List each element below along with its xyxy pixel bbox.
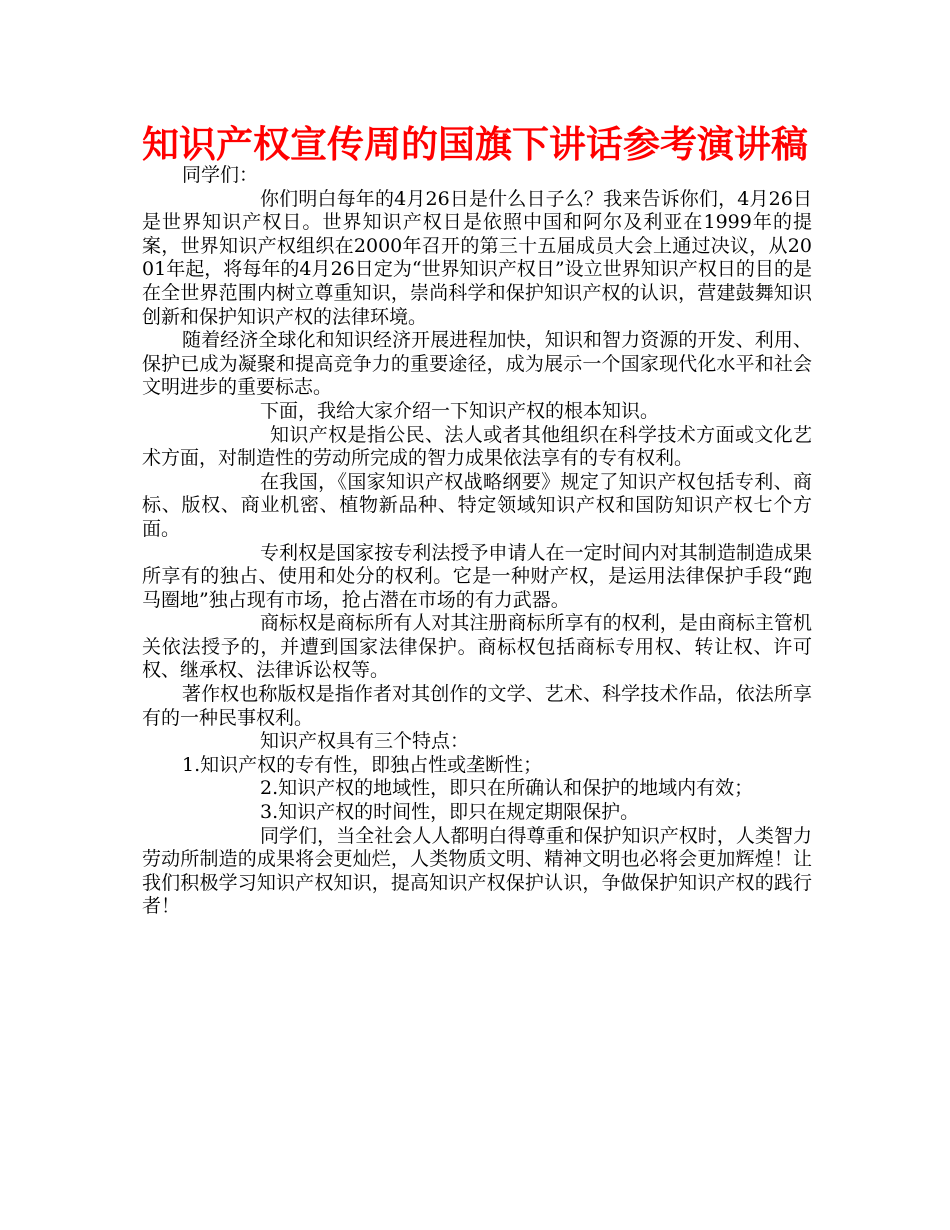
paragraph-feature-3: 3.知识产权的时间性，即只在规定期限保护。 <box>260 801 640 824</box>
paragraph-ip-day: 你们明白每年的4月26日是什么日子么？我来告诉你们，4月26日是世界知识产权日。世界知识产权日是依照中国和阿尔及利亚在1999年的提案，世界知识产权组织在2000年召开的第三十五届成员大会上通过决议，从2001年起，将每年的4月26日定为“世界知识产权日”设立世界知识产权日的目的是在全世界范围内树立尊重知识，崇尚科学和保护知识产权的认识，营建鼓舞知识创新和保护知识产权的法律环境。 <box>142 187 812 328</box>
paragraph-feature-2: 2.知识产权的地域性，即只在所确认和保护的地域内有效； <box>260 777 754 800</box>
paragraph-ip-definition: 知识产权是指公民、法人或者其他组织在科学技术方面或文化艺术方面，对制造性的劳动所完成的智力成果依法享有的专有权利。 <box>142 423 812 470</box>
document-body <box>142 164 812 919</box>
paragraph-greeting: 同学们： <box>182 164 259 186</box>
paragraph-patent-right: 专利权是国家按专利法授予申请人在一定时间内对其制造制造成果所享有的独占、使用和处分的权利。它是一种财产权，是运用法律保护手段“跑马圈地”独占现有市场，抢占潜在市场的有力武器。 <box>142 541 812 611</box>
paragraph-ip-categories: 在我国，《国家知识产权战略纲要》规定了知识产权包括专利、商标、版权、商业机密、植物新品种、特定领域知识产权和国防知识产权七个方面。 <box>142 470 812 540</box>
paragraph-closing: 同学们，当全社会人人都明白得尊重和保护知识产权时，人类智力劳动所制造的成果将会更灿烂，人类物质文明、精神文明也必将会更加辉煌！让我们积极学习知识产权知识，提高知识产权保护认识，争做保护知识产权的践行者！ <box>142 824 812 918</box>
paragraph-copyright: 著作权也称版权是指作者对其创作的文学、艺术、科学技术作品，依法所享有的一种民事权利。 <box>142 683 812 729</box>
paragraph-features-intro: 知识产权具有三个特点： <box>260 730 470 753</box>
paragraph-introduction: 下面，我给大家介绍一下知识产权的根本知识。 <box>260 399 660 422</box>
paragraph-feature-1: 1.知识产权的专有性，即独占性或垄断性； <box>182 753 543 776</box>
document-title: 知识产权宣传周的国旗下讲话参考演讲稿 <box>142 123 808 166</box>
paragraph-globalization: 随着经济全球化和知识经济开展进程加快，知识和智力资源的开发、利用、保护已成为凝聚和提高竞争力的重要途径，成为展示一个国家现代化水平和社会文明进步的重要标志。 <box>142 329 812 399</box>
paragraph-trademark-right: 商标权是商标所有人对其注册商标所享有的权利，是由商标主管机关依法授予的，并遭到国家法律保护。商标权包括商标专用权、转让权、许可权、继承权、法律诉讼权等。 <box>142 612 812 682</box>
